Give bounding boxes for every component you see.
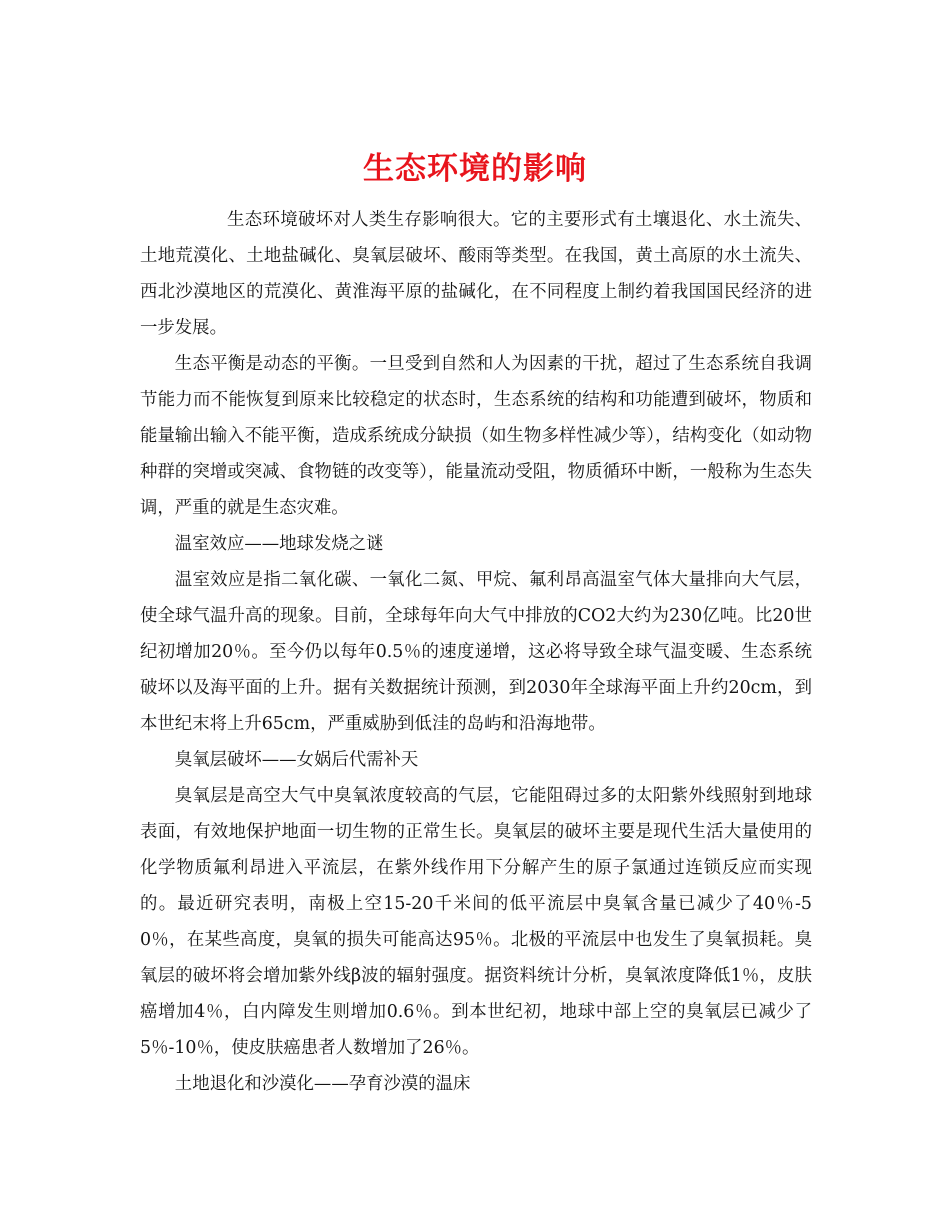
section-heading-ozone: 臭氧层破坏——女娲后代需补天 (174, 750, 419, 770)
paragraph-intro: 生态环境破坏对人类生存影响很大。它的主要形式有土壤退化、水土流失、土地荒漠化、土地盐碱化、臭氧层破坏、酸雨等类型。在我国，黄土高原的水土流失、西北沙漠地区的荒漠化、黄淮海平原的盐碱化，在不同程度上制约着我国国民经济的进一步发展。 (140, 210, 812, 338)
document-title: 生态环境的影响 (363, 150, 587, 187)
section-heading-desertification: 土地退化和沙漠化——孕育沙漠的温床 (174, 1074, 471, 1094)
section-heading-greenhouse: 温室效应——地球发烧之谜 (174, 534, 384, 554)
paragraph-ozone: 臭氧层是高空大气中臭氧浓度较高的气层，它能阻碍过多的太阳紫外线照射到地球表面，有效地保护地面一切生物的正常生长。臭氧层的破坏主要是现代生活大量使用的化学物质氟利昂进入平流层，在紫外线作用下分解产生的原子氯通过连锁反应而实现的。最近研究表明，南极上空15-20千米间的低平流层中臭氧含量已减少了40％-50％，在某些高度，臭氧的损失可能高达95％。北极的平流层中也发生了臭氧损耗。臭氧层的破坏将会增加紫外线β波的辐射强度。据资料统计分析，臭氧浓度降低1％，皮肤癌增加4％，白内障发生则增加0.6％。到本世纪初，地球中部上空的臭氧层已减少了5％-10％，使皮肤癌患者人数增加了26％。 (140, 786, 812, 1058)
document-body (140, 202, 812, 1102)
paragraph-greenhouse: 温室效应是指二氧化碳、一氧化二氮、甲烷、氟利昂高温室气体大量排向大气层，使全球气温升高的现象。目前，全球每年向大气中排放的CO2大约为230亿吨。比20世纪初增加20％。至今仍以每年0.5％的速度递增，这必将导致全球气温变暖、生态系统破坏以及海平面的上升。据有关数据统计预测，到2030年全球海平面上升约20cm，到本世纪末将上升65cm，严重威胁到低洼的岛屿和沿海地带。 (140, 570, 812, 734)
paragraph-ecological-balance: 生态平衡是动态的平衡。一旦受到自然和人为因素的干扰，超过了生态系统自我调节能力而不能恢复到原来比较稳定的状态时，生态系统的结构和功能遭到破坏，物质和能量输出输入不能平衡，造成系统成分缺损（如生物多样性减少等），结构变化（如动物种群的突增或突减、食物链的改变等），能量流动受阻，物质循环中断，一般称为生态失调，严重的就是生态灾难。 (140, 354, 812, 518)
